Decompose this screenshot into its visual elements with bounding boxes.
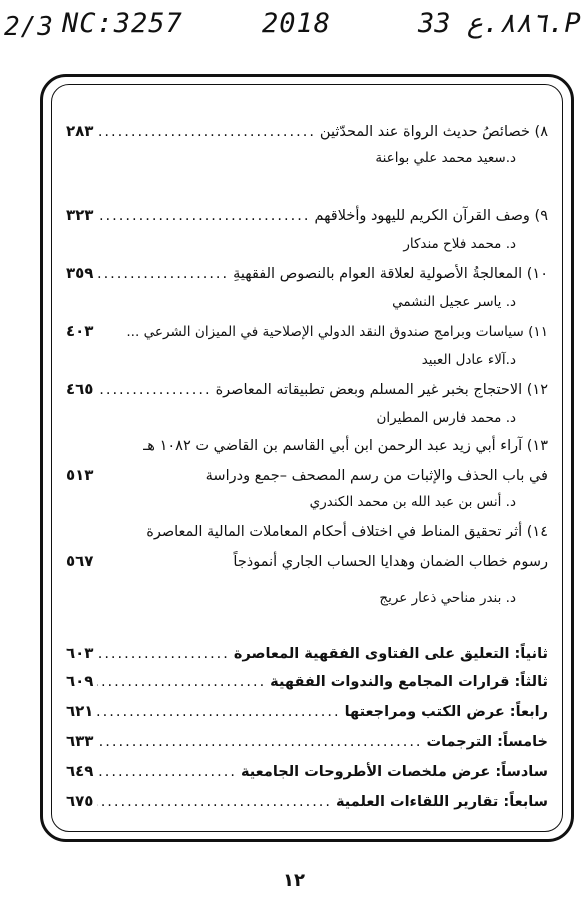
toc-entry-title: ١١) سياسات وبرامج صندوق النقد الدولي الإصلاحية في الميزان الشرعي ...: [126, 324, 548, 340]
toc-section-title: ثالثاً: قرارات المجامع والندوات الفقهية: [270, 674, 548, 690]
toc-section-6[interactable]: [66, 762, 548, 786]
toc-entry-title: ١٣) آراء أبي زيد عبد الرحمن ابن أبي القاسم بن القاضي ت ١٠٨٢ هـ: [143, 438, 548, 454]
toc-leader: [97, 734, 422, 750]
toc-leader: [97, 794, 332, 810]
toc-leader: [97, 124, 315, 140]
toc-entry-page: ٢٨٣: [66, 122, 94, 140]
toc-entry-page: ٣٥٩: [66, 264, 94, 282]
toc-leader: [97, 208, 310, 224]
toc-entry-page: ٥٦٧: [66, 552, 94, 570]
toc-entry-author: د. محمد فلاح مندكار: [403, 236, 516, 252]
toc-leader: [97, 764, 237, 780]
toc-leader: [97, 266, 229, 282]
toc-entry-9[interactable]: [66, 206, 548, 230]
toc-leader: [97, 382, 211, 398]
toc-entry-title: ١٠) المعالجةُ الأصولية لعلاقة العوام بالنصوص الفقهيةِ: [233, 266, 548, 282]
toc-leader: [97, 646, 229, 662]
toc-section-title: سادساً: عرض ملخصات الأطروحات الجامعية: [240, 764, 548, 780]
toc-section-page: ٦٣٣: [66, 732, 94, 750]
toc-section-page: ٦٢١: [66, 702, 94, 720]
toc-entry-12[interactable]: [66, 380, 548, 404]
toc-section-page: ٦٤٩: [66, 762, 94, 780]
toc-entry-page: ٣٢٣: [66, 206, 94, 224]
toc-section-5[interactable]: [66, 732, 548, 756]
toc-entry-14[interactable]: [66, 524, 548, 548]
handwritten-classification: ٨٨٦.ع 33.P: [418, 8, 582, 39]
toc-entry-13-cont[interactable]: [66, 466, 548, 490]
toc-section-4[interactable]: [66, 702, 548, 726]
toc-entry-title: ٨) خصائصُ حديث الرواة عند المحدّثين: [319, 124, 548, 140]
toc-entry-page: ٤٦٥: [66, 380, 94, 398]
toc-entry-page: ٤٠٣: [66, 322, 94, 340]
handwritten-fraction: 2/3: [4, 12, 54, 42]
toc-entry-14-cont[interactable]: [66, 552, 548, 576]
toc-entry-subtitle: في باب الحذف والإثبات من رسم المصحف –جمع ودراسة: [205, 468, 548, 484]
toc-section-page: ٦٠٩: [66, 672, 94, 690]
toc-entry-8[interactable]: [66, 122, 548, 146]
toc-entry-author: د. أنس بن عبد الله بن محمد الكندري: [309, 494, 516, 510]
toc-entry-author: د.سعيد محمد علي بواعنة: [375, 150, 516, 166]
toc-section-page: ٦٧٥: [66, 792, 94, 810]
toc-section-7[interactable]: [66, 792, 548, 816]
toc-entry-author: د. ياسر عجيل النشمي: [392, 294, 516, 310]
toc-entry-13[interactable]: [66, 438, 548, 462]
toc-leader: [97, 704, 340, 720]
toc-section-title: رابعاً: عرض الكتب ومراجعتها: [344, 704, 548, 720]
toc-entry-author: د. محمد فارس المطيران: [376, 410, 516, 426]
toc-section-2[interactable]: [66, 644, 548, 668]
toc-entry-title: ١٢) الاحتجاج بخبر غير المسلم وبعض تطبيقاته المعاصرة: [215, 382, 548, 398]
toc-entry-page: ٥١٣: [66, 466, 94, 484]
page-number: ١٢: [283, 870, 305, 891]
toc-entry-11[interactable]: [66, 322, 548, 346]
toc-section-3[interactable]: [66, 672, 548, 696]
toc-entry-subtitle: رسوم خطاب الضمان وهدايا الحساب الجاري أنموذجاً: [233, 554, 548, 570]
toc-section-title: ثانياً: التعليق على الفتاوى الفقهية المعاصرة: [233, 646, 548, 662]
toc-leader: [97, 674, 266, 690]
toc-entry-title: ٩) وصف القرآن الكريم لليهود وأخلاقهم: [314, 208, 548, 224]
toc-entry-10[interactable]: [66, 264, 548, 288]
toc-entry-author: د.آلاء عادل العبيد: [421, 352, 516, 368]
toc-section-title: سابعاً: تقارير اللقاءات العلمية: [336, 794, 548, 810]
handwritten-year: 2018: [262, 8, 332, 39]
toc-section-title: خامساً: الترجمات: [426, 734, 548, 750]
handwritten-code: NC:3257: [62, 8, 183, 39]
toc-entry-title: ١٤) أثر تحقيق المناط في اختلاف أحكام المعاملات المالية المعاصرة: [146, 524, 548, 540]
toc-entry-author: د. بندر مناحي ذعار عريج: [379, 590, 516, 606]
toc-section-page: ٦٠٣: [66, 644, 94, 662]
